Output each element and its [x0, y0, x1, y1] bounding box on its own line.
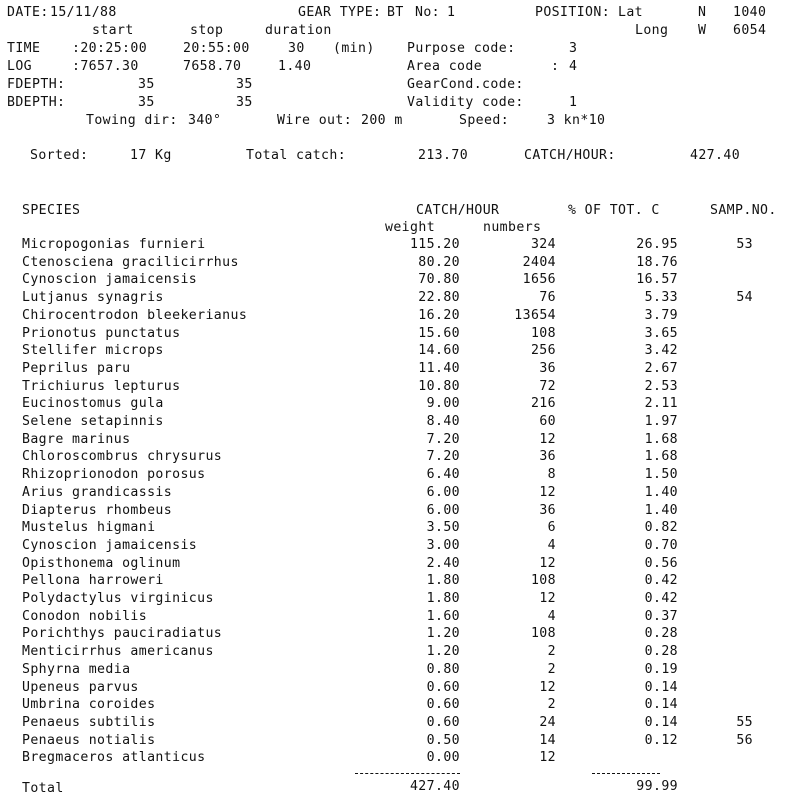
pct-value: 0.28: [644, 626, 678, 641]
numbers-value: 12: [539, 750, 556, 765]
wire-out-label: Wire out:: [277, 113, 353, 128]
species-header: SPECIES: [22, 203, 81, 218]
speed-value: 3 kn*10: [547, 113, 606, 128]
species-name: Mustelus higmani: [22, 520, 156, 535]
weight-value: 70.80: [418, 272, 460, 287]
date-value: 15/11/88: [50, 5, 117, 20]
pct-value: 3.79: [644, 308, 678, 323]
towing-dir-label: Towing dir:: [86, 113, 178, 128]
fdepth-label: FDEPTH:: [7, 77, 66, 92]
numbers-value: 14: [539, 733, 556, 748]
species-name: Ctenosciena gracilicirrhus: [22, 255, 239, 270]
total-catch-label: Total catch:: [246, 148, 347, 163]
col-stop-label: stop: [190, 23, 224, 38]
weight-value: 6.40: [426, 467, 460, 482]
total-catch-value: 213.70: [418, 148, 469, 163]
weight-value: 9.00: [426, 396, 460, 411]
weight-value: 22.80: [418, 290, 460, 305]
numbers-value: 324: [530, 237, 556, 252]
species-name: Peprilus paru: [22, 361, 131, 376]
lat-hemisphere: N: [698, 5, 707, 20]
gear-type-value: BT: [387, 5, 404, 20]
pct-value: 1.40: [644, 503, 678, 518]
pct-value: 16.57: [636, 272, 678, 287]
col-duration-label: duration: [265, 23, 332, 38]
samp-no-header: SAMP.NO.: [710, 203, 777, 218]
pct-value: 2.53: [644, 379, 678, 394]
pct-value: 2.11: [644, 396, 678, 411]
numbers-value: 216: [530, 396, 556, 411]
species-name: Selene setapinnis: [22, 414, 164, 429]
pct-value: 0.14: [644, 680, 678, 695]
numbers-value: 2: [547, 662, 556, 677]
samp-no-value: 53: [736, 237, 753, 252]
species-name: Chirocentrodon bleekerianus: [22, 308, 248, 323]
pct-total-header: % OF TOT. C: [568, 203, 660, 218]
no-value: 1: [447, 5, 456, 20]
log-stop: 7658.70: [183, 59, 242, 74]
pct-value: 0.12: [644, 733, 678, 748]
weight-value: 2.40: [426, 556, 460, 571]
species-name: Cynoscion jamaicensis: [22, 538, 198, 553]
numbers-value: 1656: [522, 272, 556, 287]
species-name: Trichiurus lepturus: [22, 379, 181, 394]
validity-value: 1: [569, 95, 578, 110]
total-label: Total: [22, 781, 64, 796]
pct-value: 3.42: [644, 343, 678, 358]
numbers-header: numbers: [483, 220, 542, 235]
species-name: Micropogonias furnieri: [22, 237, 206, 252]
weight-value: 14.60: [418, 343, 460, 358]
long-label: Long: [635, 23, 669, 38]
log-label: LOG: [7, 59, 33, 74]
species-name: Sphyrna media: [22, 662, 131, 677]
species-name: Penaeus subtilis: [22, 715, 156, 730]
pct-value: 0.56: [644, 556, 678, 571]
numbers-value: 13654: [514, 308, 556, 323]
species-name: Prionotus punctatus: [22, 326, 181, 341]
pct-value: 0.42: [644, 591, 678, 606]
bdepth-label: BDEPTH:: [7, 95, 66, 110]
speed-label: Speed:: [459, 113, 510, 128]
species-name: Opisthonema oglinum: [22, 556, 181, 571]
species-name: Pellona harroweri: [22, 573, 164, 588]
gearcond-label: GearCond.code:: [407, 77, 524, 92]
sorted-label: Sorted:: [30, 148, 89, 163]
pct-value: 0.19: [644, 662, 678, 677]
wire-out-value: 200 m: [361, 113, 403, 128]
fdepth-start: 35: [138, 77, 155, 92]
species-name: Upeneus parvus: [22, 680, 139, 695]
numbers-value: 108: [530, 573, 556, 588]
species-name: Polydactylus virginicus: [22, 591, 214, 606]
pct-value: 1.97: [644, 414, 678, 429]
pct-value: 3.65: [644, 326, 678, 341]
time-stop: 20:55:00: [183, 41, 250, 56]
weight-value: 7.20: [426, 449, 460, 464]
weight-value: 0.60: [426, 715, 460, 730]
catch-hour-value: 427.40: [690, 148, 741, 163]
total-weight: 427.40: [409, 779, 460, 794]
pct-value: 26.95: [636, 237, 678, 252]
numbers-value: 2404: [522, 255, 556, 270]
pct-value: 0.14: [644, 697, 678, 712]
long-hemisphere: W: [698, 23, 707, 38]
total-pct: 99.99: [636, 779, 678, 794]
samp-no-value: 54: [736, 290, 753, 305]
numbers-value: 36: [539, 503, 556, 518]
weight-value: 0.50: [426, 733, 460, 748]
numbers-value: 12: [539, 556, 556, 571]
weight-value: 1.20: [426, 644, 460, 659]
species-name: Arius grandicassis: [22, 485, 173, 500]
species-name: Cynoscion jamaicensis: [22, 272, 198, 287]
species-name: Bagre marinus: [22, 432, 131, 447]
numbers-value: 4: [547, 538, 556, 553]
numbers-value: 256: [530, 343, 556, 358]
date-label: DATE:: [7, 5, 49, 20]
pct-value: 0.42: [644, 573, 678, 588]
numbers-value: 76: [539, 290, 556, 305]
purpose-label: Purpose code:: [407, 41, 516, 56]
weight-value: 3.50: [426, 520, 460, 535]
bdepth-start: 35: [138, 95, 155, 110]
numbers-value: 24: [539, 715, 556, 730]
pct-value: 5.33: [644, 290, 678, 305]
weight-value: 3.00: [426, 538, 460, 553]
weight-value: 15.60: [418, 326, 460, 341]
weight-total-rule: [355, 773, 460, 774]
species-name: Stellifer microps: [22, 343, 164, 358]
weight-value: 10.80: [418, 379, 460, 394]
area-label: Area code: [407, 59, 483, 74]
pct-value: 2.67: [644, 361, 678, 376]
pct-value: 1.40: [644, 485, 678, 500]
pct-value: 0.37: [644, 609, 678, 624]
numbers-value: 8: [547, 467, 556, 482]
weight-header: weight: [385, 220, 436, 235]
numbers-value: 36: [539, 449, 556, 464]
weight-value: 7.20: [426, 432, 460, 447]
time-duration: 30: [288, 41, 305, 56]
numbers-value: 6: [547, 520, 556, 535]
numbers-value: 12: [539, 591, 556, 606]
weight-value: 1.80: [426, 591, 460, 606]
weight-value: 1.80: [426, 573, 460, 588]
pct-total-rule: [592, 773, 660, 774]
species-name: Umbrina coroides: [22, 697, 156, 712]
time-label: TIME: [7, 41, 41, 56]
samp-no-value: 55: [736, 715, 753, 730]
pct-value: 0.14: [644, 715, 678, 730]
area-value: 4: [569, 59, 578, 74]
gear-type-label: GEAR TYPE:: [298, 5, 382, 20]
numbers-value: 2: [547, 644, 556, 659]
species-name: Conodon nobilis: [22, 609, 148, 624]
catch-hour-label: CATCH/HOUR:: [524, 148, 616, 163]
time-unit: (min): [333, 41, 375, 56]
species-name: Chloroscombrus chrysurus: [22, 449, 223, 464]
pct-value: 18.76: [636, 255, 678, 270]
species-name: Diapterus rhombeus: [22, 503, 173, 518]
weight-value: 0.60: [426, 697, 460, 712]
no-label: No:: [415, 5, 441, 20]
weight-value: 6.00: [426, 503, 460, 518]
pct-value: 0.82: [644, 520, 678, 535]
lat-value: 1040: [733, 5, 767, 20]
weight-value: 1.20: [426, 626, 460, 641]
long-value: 6054: [733, 23, 767, 38]
catch-hour-header: CATCH/HOUR: [416, 203, 500, 218]
weight-value: 115.20: [409, 237, 460, 252]
species-name: Lutjanus synagris: [22, 290, 164, 305]
pct-value: 1.68: [644, 432, 678, 447]
numbers-value: 12: [539, 485, 556, 500]
numbers-value: 108: [530, 626, 556, 641]
weight-value: 16.20: [418, 308, 460, 323]
bdepth-stop: 35: [236, 95, 253, 110]
col-start-label: start: [92, 23, 134, 38]
numbers-value: 4: [547, 609, 556, 624]
species-name: Porichthys pauciradiatus: [22, 626, 223, 641]
weight-value: 11.40: [418, 361, 460, 376]
numbers-value: 36: [539, 361, 556, 376]
position-label: POSITION:: [535, 5, 611, 20]
numbers-value: 2: [547, 697, 556, 712]
log-duration: 1.40: [278, 59, 312, 74]
sorted-value: 17 Kg: [130, 148, 172, 163]
weight-value: 6.00: [426, 485, 460, 500]
weight-value: 80.20: [418, 255, 460, 270]
weight-value: 1.60: [426, 609, 460, 624]
species-name: Penaeus notialis: [22, 733, 156, 748]
numbers-value: 108: [530, 326, 556, 341]
species-name: Eucinostomus gula: [22, 396, 164, 411]
species-name: Rhizoprionodon porosus: [22, 467, 206, 482]
species-name: Menticirrhus americanus: [22, 644, 214, 659]
weight-value: 0.60: [426, 680, 460, 695]
pct-value: 1.68: [644, 449, 678, 464]
weight-value: 8.40: [426, 414, 460, 429]
pct-value: 0.28: [644, 644, 678, 659]
weight-value: 0.80: [426, 662, 460, 677]
numbers-value: 12: [539, 680, 556, 695]
purpose-value: 3: [569, 41, 578, 56]
numbers-value: 12: [539, 432, 556, 447]
lat-label: Lat: [618, 5, 644, 20]
samp-no-value: 56: [736, 733, 753, 748]
fdepth-stop: 35: [236, 77, 253, 92]
weight-value: 0.00: [426, 750, 460, 765]
validity-label: Validity code:: [407, 95, 524, 110]
time-start: :20:25:00: [72, 41, 148, 56]
log-start: :7657.30: [72, 59, 139, 74]
area-colon: :: [551, 59, 560, 74]
pct-value: 1.50: [644, 467, 678, 482]
numbers-value: 60: [539, 414, 556, 429]
species-name: Bregmaceros atlanticus: [22, 750, 206, 765]
towing-dir-value: 340°: [188, 113, 222, 128]
numbers-value: 72: [539, 379, 556, 394]
pct-value: 0.70: [644, 538, 678, 553]
